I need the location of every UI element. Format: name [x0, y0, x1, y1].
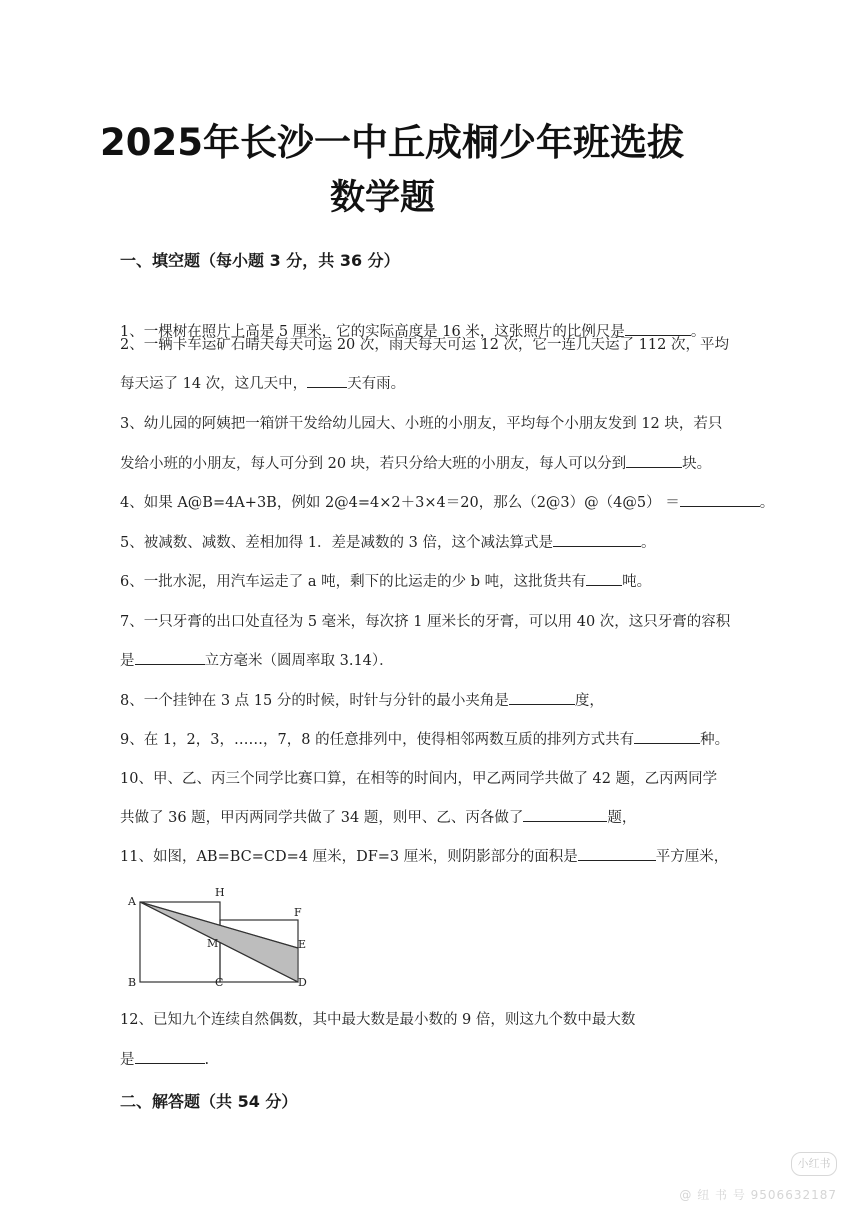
- answer-blank[interactable]: [509, 690, 575, 705]
- question-1-text: 1、一棵树在照片上高是 5 厘米，它的实际高度是 16 米，这张照片的比例尺是: [120, 324, 625, 340]
- question-12-line2: 是 .: [120, 1048, 209, 1069]
- figure-label-e: E: [298, 938, 307, 951]
- figure-label-m: M: [207, 937, 219, 950]
- figure-label-c: C: [215, 976, 224, 989]
- platform-logo: 小红书: [791, 1152, 837, 1176]
- answer-blank[interactable]: [578, 846, 656, 861]
- geometry-figure: [120, 880, 320, 990]
- question-11: 11、如图，AB=BC=CD=4 厘米，DF=3 厘米，则阴影部分的面积是 平方厘米，: [120, 845, 728, 866]
- section-heading-fill-in: 一、填空题（每小题 3 分，共 36 分）: [120, 251, 400, 270]
- question-8: 8、一个挂钟在 3 点 15 分的时候，时针与分针的最小夹角是 度，: [120, 689, 604, 710]
- figure-label-h: H: [215, 886, 225, 899]
- question-9: 9、在 1，2，3，……，7，8 的任意排列中，使得相邻两数互质的排列方式共有 种。: [120, 728, 729, 749]
- question-1: 1、一棵树在照片上高是 5 厘米，它的实际高度是 16 米，这张照片的比例尺是 。: [120, 320, 705, 341]
- question-2-line1: 2、一辆卡车运矿石晴天每天可运 20 次，雨天每天可运 12 次，它一连几天运了 112 次，平均: [120, 337, 729, 353]
- figure-label-b: B: [128, 976, 137, 989]
- question-7-line1: 7、一只牙膏的出口处直径为 5 毫米，每次挤 1 厘米长的牙膏，可以用 40 次，这只牙膏的容积: [120, 614, 731, 630]
- answer-blank[interactable]: [626, 453, 682, 468]
- question-5: 5、被减数、减数、差相加得 1．差是减数的 3 倍，这个减法算式是 。: [120, 531, 656, 552]
- exam-title-line2: 数学题: [330, 178, 436, 218]
- question-3-line1: 3、幼儿园的阿姨把一箱饼干发给幼儿园大、小班的小朋友，平均每个小朋友发到 12 块，若只: [120, 416, 723, 432]
- watermark-text: @ 纽 书 号 9506632187: [679, 1188, 837, 1202]
- answer-blank[interactable]: [135, 650, 205, 665]
- figure-label-d: D: [298, 976, 307, 989]
- question-3-line2: 发给小班的小朋友，每人可分到 20 块，若只分给大班的小朋友，每人可以分到 块。: [120, 452, 711, 473]
- question-2-line2: 每天运了 14 次，这几天中， 天有雨。: [120, 372, 405, 393]
- answer-blank[interactable]: [307, 373, 347, 388]
- section-heading-solve: 二、解答题（共 54 分）: [120, 1092, 298, 1111]
- question-7-line2: 是 立方毫米（圆周率取 3.14）．: [120, 649, 394, 670]
- answer-blank[interactable]: [523, 807, 607, 822]
- question-10-line2: 共做了 36 题，甲丙两同学共做了 34 题，则甲、乙、丙各做了 题，: [120, 806, 636, 827]
- answer-blank[interactable]: [586, 571, 622, 586]
- question-6: 6、一批水泥，用汽车运走了 a 吨，剩下的比运走的少 b 吨，这批货共有 吨。: [120, 570, 651, 591]
- answer-blank[interactable]: [634, 729, 700, 744]
- question-4: 4、如果 A@B=4A+3B，例如 2@4=4×2＋3×4＝20，那么（2@3）@（4@5） ＝ 。: [120, 491, 774, 512]
- answer-blank[interactable]: [135, 1049, 205, 1064]
- answer-blank[interactable]: [553, 532, 641, 547]
- figure-label-f: F: [294, 906, 302, 919]
- question-10-line1: 10、甲、乙、丙三个同学比赛口算，在相等的时间内，甲乙两同学共做了 42 题，乙丙两同学: [120, 771, 718, 787]
- figure-label-a: A: [128, 895, 136, 908]
- exam-title-line1: 2025年长沙一中丘成桐少年班选拔: [100, 121, 684, 164]
- question-12-line1: 12、已知九个连续自然偶数，其中最大数是最小数的 9 倍，则这九个数中最大数: [120, 1012, 636, 1028]
- answer-blank[interactable]: [680, 492, 760, 507]
